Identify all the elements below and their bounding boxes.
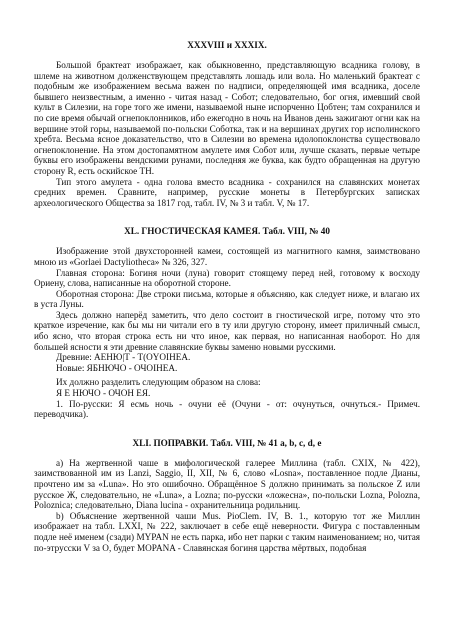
paragraph: b) Объяснение жертвенной чаши Mus. PioClem. IV, B. 1., которую тот же Миллин изображает на табл. LXXI, № 222, заключает в себе ещё неверности. Фигура с поставленным подле неё именем (сзади) MYPAN не есть парка, ибо нет парки с таким наименованием; но, читая по-этрусски V за О, будет MOPANA - Славянская богиня царства мёртвых, подобная bbox=[34, 510, 420, 553]
section-title-xxxviii: XXXVIII и XXXIX. bbox=[187, 40, 267, 50]
paragraph: 1. По-русски: Я есмь ночь - очуни её (Очуни - от: очунуться, очнуться.- Примеч. переводчика). bbox=[34, 398, 420, 420]
paragraph: Оборотная сторона: Две строки письма, которые я объясняю, как следует ниже, и влагаю их в уста Луны. bbox=[34, 288, 420, 310]
paragraph: a) На жертвенной чаше в мифологической галерее Миллина (табл. CXIX, № 422), заимствованной им из Lanzi, Saggio, II, XII, № 6, слово «Losna», поставленное подле Дианы, прочтено им за «Luna». Но это ошибочно. Обращённое S должно принимать за польское Z или русское Ж, следовательно, не «Luna», а Lozna; по-русски «ложесна», по-польски Lozna, Polozna, Poloznica; следовательно, Diana lucina - охранительница родильниц. bbox=[34, 457, 420, 511]
paragraph: Главная сторона: Богиня ночи (луна) говорит стоящему перед ней, готовому к восходу Ориену, слова, написанные на оборотной стороне. bbox=[34, 267, 420, 289]
section-title-xli: XLI. ПОПРАВКИ. Табл. VIII, № 41 a, b, c, d, e bbox=[132, 437, 322, 448]
inscription-new-letters: Новые: ЯБНЮЧО - ОЧОІНЕА. bbox=[56, 362, 178, 373]
paragraph: Их должно разделить следующим образом на слова: bbox=[56, 377, 261, 388]
paragraph: Изображение этой двухсторонней камеи, состоящей из магнитного камня, заимствовано мною из «Gorlaei Dactyliotheca» № 326, 327. bbox=[34, 246, 420, 267]
document-page bbox=[34, 40, 420, 553]
inscription-words: Я Е НЮЧО - ОЧОН ЕЯ. bbox=[56, 388, 151, 399]
paragraph: Тип этого амулета - одна голова вместо всадника - сохранился на славянских монетах средних времен. Сравните, например, русские монеты в Петербургских записках археологического Общества за 1817 год, табл. IV, № 3 и табл. V, № 17. bbox=[34, 176, 420, 208]
inscription-old-letters: Древние: AEНЮ|Т - Т(ОYOIНЕА. bbox=[56, 352, 191, 363]
paragraph: Большой брактеат изображает, как обыкновенно, представляющую всадника голову, в шлеме на животном долженствующем представлять лошадь или вола. Но маленький брактеат с подобным же изображением весьма важен по надписи, определяющей имя всадника, доселе бывшего неизвестным, а именно - читая назад - Собот; следовательно, бог огня, имевший свой культ в Силезии, на горе того же имени, называемой ныне испорченно Цобтен; там сохранился и по сие время обычай огнепоклонников, ибо ежегодно в ночь на Иванов день зажигают огни как на вершине этой горы, называемой по-польски Соботка, так и на вершинах других гор исполинского хребта. Весьма ясное доказательство, что в Силезии во времена идолопоклонства существовало огнепоклонение. На этом достопамятном амулете имя Собот или, лучше сказать, первые четыре буквы его изображены вендскими рунами, последняя же буква, как будто обращенная на другую сторону R, есть оскийское ТН. bbox=[34, 60, 420, 176]
section-title-xl: XL. ГНОСТИЧЕСКАЯ КАМЕЯ. Табл. VIII, № 40 bbox=[124, 226, 330, 237]
paragraph: Здесь должно наперёд заметить, что дело состоит в гностической игре, потому что это краткое изречение, как бы мы ни читали его в ту или другую сторону, имеет приличный смысл, ибо ясно, что вторая строка есть ни что иное, как первая, но написанная наоборот. Но для большей ясности я эти древние славянские буквы заменю новыми русскими. bbox=[34, 309, 420, 352]
